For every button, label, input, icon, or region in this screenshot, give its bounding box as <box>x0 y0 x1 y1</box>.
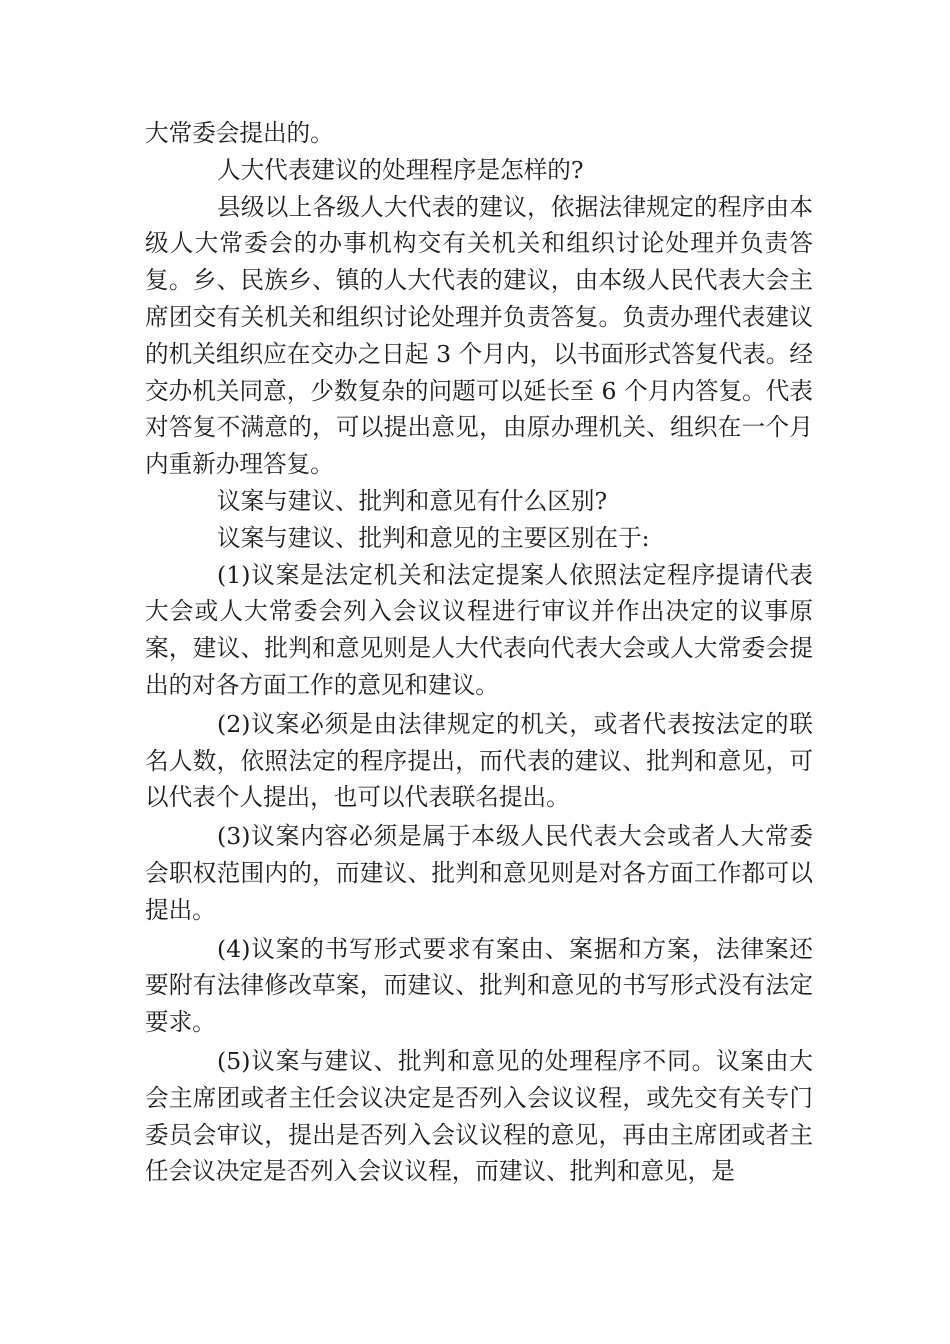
paragraph-continuation: 大常委会提出的。 <box>145 119 334 147</box>
paragraph-answer-1: 县级以上各级人大代表的建议，依据法律规定的程序由本级人大常委会的办事机构交有关机关和组织讨论处理并负责答复。乡、民族乡、镇的人大代表的建议，由本级人民代表大会主席团交有关机关和组织讨论处理并负责答复。负责办理代表建议的机关组织应在交办之日起 3 个月内，以书面形式答复代表。经交办机关同意，少数复杂的问题可以延长至 6 个月内答复。代表对答复不满意的，可以提出意见，由原办理机关、组织在一个月内重新办理答复。 <box>145 192 813 479</box>
paragraph-item-2: (2)议案必须是由法律规定的机关，或者代表按法定的联名人数，依照法定的程序提出，而代表的建议、批判和意见，可以代表个人提出，也可以代表联名提出。 <box>145 709 813 812</box>
document-body <box>145 115 813 1190</box>
paragraph-item-4: (4)议案的书写形式要求有案由、案据和方案，法律案还要附有法律修改草案，而建议、批判和意见的书写形式没有法定要求。 <box>145 934 813 1037</box>
paragraph-question-2: 议案与建议、批判和意见有什么区别? <box>217 486 608 515</box>
paragraph-answer-intro: 议案与建议、批判和意见的主要区别在于: <box>217 523 650 552</box>
paragraph-item-3: (3)议案内容必须是属于本级人民代表大会或者人大常委会职权范围内的，而建议、批判和意见则是对各方面工作都可以提出。 <box>145 822 813 924</box>
paragraph-item-5: (5)议案与建议、批判和意见的处理程序不同。议案由大会主席团或者主任会议决定是否列入会议议程，或先交有关专门委员会审议，提出是否列入会议议程的意见，再由主席团或者主任会议决定是否列入会议议程，而建议、批判和意见，是 <box>145 1046 813 1186</box>
paragraph-item-1: (1)议案是法定机关和法定提案人依照法定程序提请代表大会或人大常委会列入会议议程进行审议并作出决定的议事原案，建议、批判和意见则是人大代表向代表大会或人大常委会提出的对各方面工作的意见和建议。 <box>145 560 813 699</box>
paragraph-question-1: 人大代表建议的处理程序是怎样的? <box>217 155 584 184</box>
